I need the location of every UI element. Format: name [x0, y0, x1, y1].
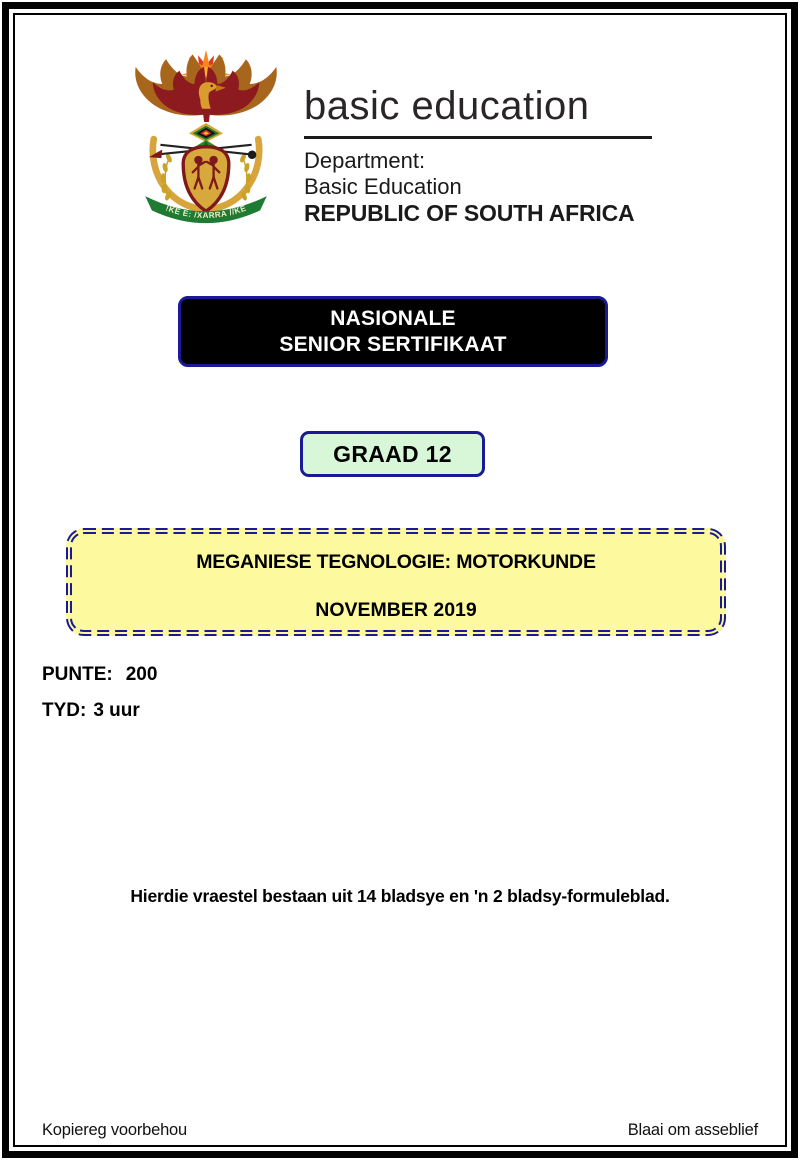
time-label: TYD: [42, 700, 87, 721]
time-value: 3 uur [93, 700, 140, 721]
wordmark-title: basic education [304, 84, 590, 128]
department-name: Basic Education [304, 174, 462, 199]
motto-text: !KE E: /XARRA //KE [164, 203, 248, 220]
grade-label: GRAAD 12 [333, 440, 452, 467]
south-africa-coat-of-arms-icon [130, 46, 282, 236]
turn-over-instruction: Blaai om asseblief [627, 1121, 758, 1139]
marks-value: 200 [125, 664, 158, 685]
department-label: Department: [304, 148, 426, 173]
wing-icon [135, 55, 206, 116]
marks-label: PUNTE: [42, 664, 113, 685]
wordmark-underline [304, 136, 652, 139]
certificate-banner [178, 296, 608, 367]
grade-badge [300, 431, 485, 477]
copyright-notice: Kopiereg voorbehou [42, 1121, 188, 1139]
subject-box [66, 528, 726, 636]
shield-icon [183, 147, 229, 212]
time-row [42, 700, 157, 722]
certificate-line1: NASIONALE [330, 306, 456, 330]
diamond-pattern-icon [189, 123, 223, 142]
page-footer [42, 1121, 758, 1140]
certificate-line2: SENIOR SERTIFIKAAT [279, 332, 507, 356]
department-wordmark [304, 84, 652, 226]
subject-title: MEGANIESE TEGNOLOGIE: MOTORKUNDE [196, 551, 596, 573]
exam-session: NOVEMBER 2019 [315, 599, 477, 621]
marks-row [42, 664, 157, 686]
page-count-note: Hierdie vraestel bestaan uit 14 bladsye en 'n 2 bladsy-formuleblad. [130, 886, 670, 906]
country-name: REPUBLIC OF SOUTH AFRICA [304, 200, 635, 226]
exam-details [42, 664, 157, 722]
